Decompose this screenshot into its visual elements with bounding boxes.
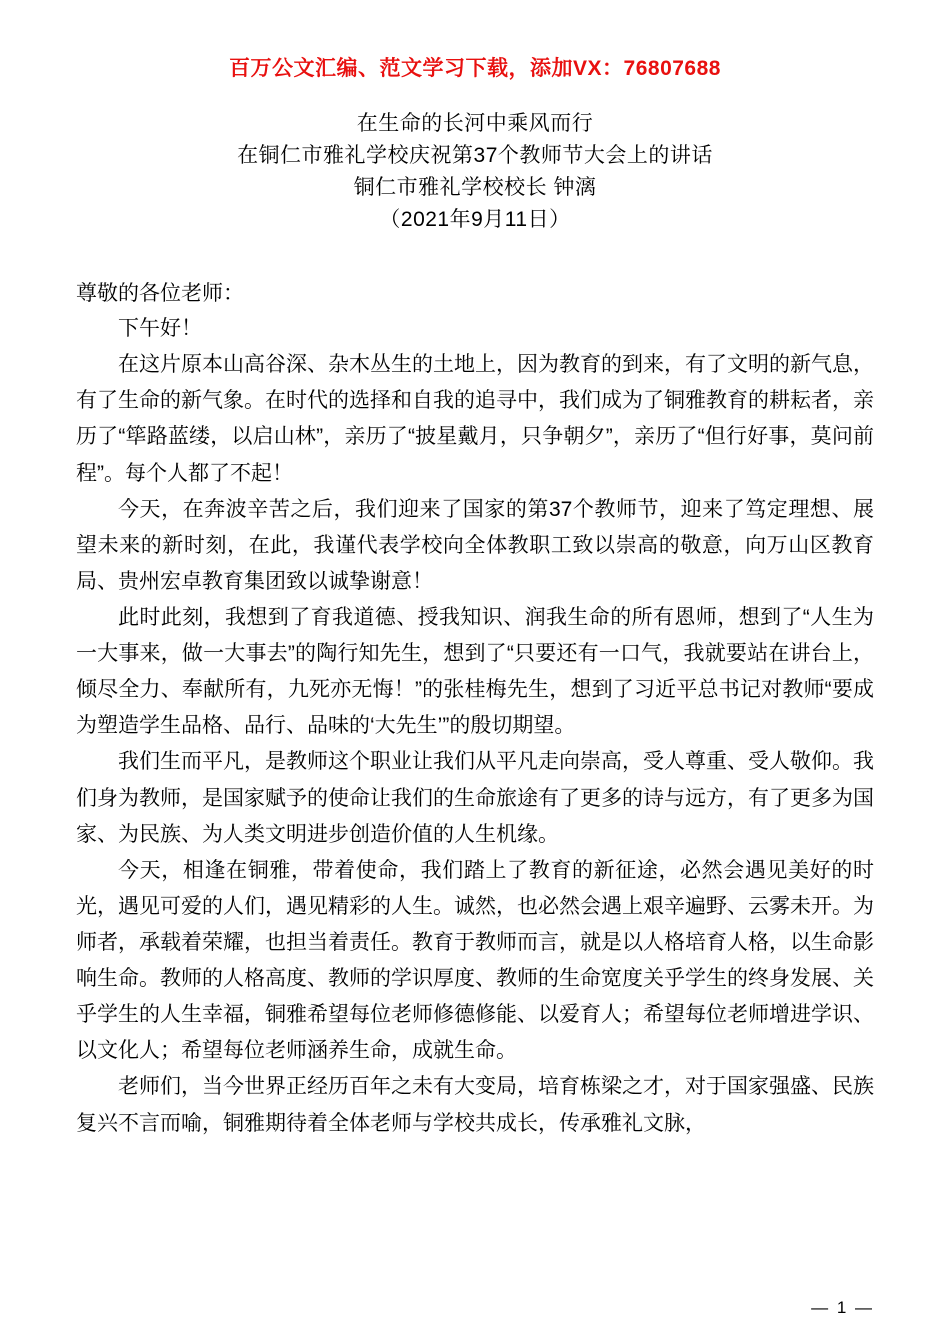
title-line-1: 在生命的长河中乘风而行 [356,112,594,135]
page-number: — 1 — [811,1298,874,1317]
document-body [76,311,874,1142]
paragraph: 今天，相逢在铜雅，带着使命，我们踏上了教育的新征途，必然会遇见美好的时光，遇见可爱的人们，遇见精彩的人生。诚然，也必然会遇上艰辛遍野、云雾未开。为师者，承载着荣耀，也担当着责任。教育于教师而言，就是以人格培育人格，以生命影响生命。教师的人格高度、教师的学识厚度、教师的生命宽度关乎学生的终身发展、关乎学生的人生幸福，铜雅希望每位老师修德修能、以爱育人；希望每位老师增进学识、以文化人；希望每位老师涵养生命，成就生命。 [76,858,874,1063]
title-line-3: 铜仁市雅礼学校校长 钟漓 [353,175,597,199]
title-line-4: （2021年9月11日） [379,207,571,231]
salutation: 尊敬的各位老师： [76,281,244,305]
paragraph: 老师们，当今世界正经历百年之未有大变局，培育栋梁之才，对于国家强盛、民族复兴不言而喻，铜雅期待着全体老师与学校共成长，传承雅礼文脉， [76,1075,874,1135]
title-line-2: 在铜仁市雅礼学校庆祝第37个教师节大会上的讲话 [237,143,713,167]
paragraph: 在这片原本山高谷深、杂木丛生的土地上，因为教育的到来，有了文明的新气息，有了生命的新气象。在时代的选择和自我的追寻中，我们成为了铜雅教育的耕耘者，亲历了“筚路蓝缕，以启山林”，亲历了“披星戴月，只争朝夕”，亲历了“但行好事，莫问前程”。每个人都了不起！ [76,353,874,485]
document-title-block [76,108,874,236]
paragraph: 今天，在奔波辛苦之后，我们迎来了国家的第37个教师节，迎来了笃定理想、展望未来的新时刻，在此，我谨代表学校向全体教职工致以崇高的敬意，向万山区教育局、贵州宏卓教育集团致以诚挚谢意！ [76,497,874,593]
paragraph: 我们生而平凡，是教师这个职业让我们从平凡走向崇高，受人尊重、受人敬仰。我们身为教师，是国家赋予的使命让我们的生命旅途有了更多的诗与远方，有了更多为国家、为民族、为人类文明进步创造价值的人生机缘。 [76,750,874,846]
advertisement-banner: 百万公文汇编、范文学习下载，添加VX：76807688 [229,57,721,80]
paragraph: 此时此刻，我想到了育我道德、授我知识、润我生命的所有恩师，想到了“人生为一大事来，做一大事去”的陶行知先生，想到了“只要还有一口气，我就要站在讲台上，倾尽全力、奉献所有，九死亦无悔！”的张桂梅先生，想到了习近平总书记对教师“要成为塑造学生品格、品行、品味的‘大先生’”的殷切期望。 [76,606,874,738]
paragraph: 下午好！ [118,317,202,341]
